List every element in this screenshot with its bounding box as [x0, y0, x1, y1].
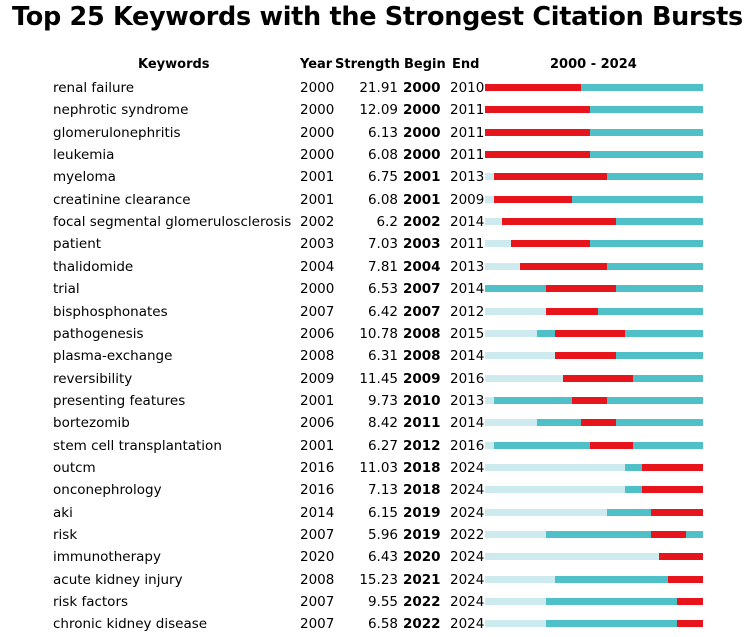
strength-value: 7.13: [367, 482, 398, 499]
begin-value: 2022: [403, 616, 441, 633]
header-year: Year: [300, 57, 333, 72]
keyword-label: nephrotic syndrome: [53, 102, 189, 119]
burst-bar: [485, 84, 581, 91]
burst-bar: [677, 620, 703, 627]
keyword-label: renal failure: [53, 80, 135, 96]
begin-value: 2008: [403, 325, 441, 342]
table-row: [0, 594, 755, 614]
year-value: 2000: [300, 102, 335, 119]
begin-value: 2012: [403, 437, 441, 454]
strength-value: 6.31: [367, 348, 398, 365]
keyword-label: acute kidney injury: [53, 571, 183, 588]
strength-value: 6.43: [367, 549, 398, 566]
table-row: [0, 572, 755, 592]
year-value: 2000: [300, 124, 335, 141]
keyword-label: immunotherapy: [53, 549, 161, 566]
table-row: [0, 304, 755, 324]
header-end: End: [452, 57, 480, 72]
year-value: 2000: [300, 281, 335, 298]
keyword-label: thalidomide: [53, 258, 134, 275]
strength-value: 6.15: [367, 504, 398, 521]
table-row: [0, 460, 755, 480]
begin-value: 2019: [403, 527, 441, 543]
begin-value: 2020: [403, 549, 441, 566]
year-value: 2007: [300, 616, 335, 633]
strength-value: 9.73: [367, 392, 398, 409]
begin-value: 2007: [403, 303, 441, 320]
strength-value: 6.58: [367, 616, 398, 633]
chart-title: Top 25 Keywords with the Strongest Citation Bursts: [12, 2, 743, 32]
end-value: 2014: [450, 281, 485, 298]
year-value: 2000: [300, 147, 335, 164]
end-value: 2024: [450, 549, 485, 566]
end-value: 2024: [450, 504, 485, 521]
table-row: [0, 192, 755, 212]
table-row: [0, 169, 755, 189]
begin-value: 2000: [403, 102, 441, 119]
keyword-label: patient: [53, 236, 102, 253]
burst-bar: [590, 442, 634, 449]
table-row: [0, 214, 755, 234]
year-value: 2001: [300, 392, 335, 409]
timeline-inactive-bar: [485, 263, 520, 270]
begin-value: 2004: [403, 258, 441, 275]
year-value: 2006: [300, 325, 335, 342]
burst-bar: [651, 531, 686, 538]
begin-value: 2000: [403, 124, 441, 141]
year-value: 2001: [300, 437, 335, 454]
end-value: 2024: [450, 594, 485, 611]
timeline-inactive-bar: [485, 397, 494, 404]
begin-value: 2010: [403, 392, 441, 409]
table-row: [0, 236, 755, 256]
header-keywords: Keywords: [138, 57, 210, 72]
burst-bar: [502, 218, 615, 225]
end-value: 2024: [450, 616, 485, 633]
table-row: [0, 549, 755, 569]
end-value: 2022: [450, 527, 485, 543]
year-value: 2003: [300, 236, 335, 253]
strength-value: 6.27: [367, 437, 398, 454]
table-row: [0, 616, 755, 636]
keyword-label: outcm: [53, 459, 96, 476]
end-value: 2024: [450, 459, 485, 476]
strength-value: 6.08: [367, 191, 398, 208]
year-value: 2002: [300, 214, 335, 231]
timeline-active-bar: [537, 419, 703, 426]
year-value: 2016: [300, 482, 335, 499]
table-row: [0, 326, 755, 346]
end-value: 2013: [450, 258, 485, 275]
begin-value: 2021: [403, 571, 441, 588]
burst-bar: [563, 375, 633, 382]
timeline-inactive-bar: [485, 553, 659, 560]
keyword-label: onconephrology: [53, 482, 162, 499]
keyword-label: chronic kidney disease: [53, 616, 208, 633]
year-value: 2014: [300, 504, 335, 521]
keyword-label: creatinine clearance: [53, 191, 191, 208]
begin-value: 2007: [403, 281, 441, 298]
end-value: 2010: [450, 80, 485, 96]
year-value: 2009: [300, 370, 335, 387]
keyword-label: risk: [53, 527, 78, 543]
timeline-inactive-bar: [485, 509, 607, 516]
timeline-inactive-bar: [485, 464, 625, 471]
table-row: [0, 102, 755, 122]
end-value: 2014: [450, 214, 485, 231]
year-value: 2001: [300, 169, 335, 186]
burst-bar: [572, 397, 607, 404]
burst-bar: [555, 330, 625, 337]
year-value: 2008: [300, 571, 335, 588]
begin-value: 2009: [403, 370, 441, 387]
strength-value: 21.91: [359, 80, 398, 96]
year-value: 2020: [300, 549, 335, 566]
timeline-inactive-bar: [485, 375, 563, 382]
end-value: 2013: [450, 169, 485, 186]
keyword-label: bortezomib: [53, 415, 130, 432]
table-row: [0, 393, 755, 413]
strength-value: 10.78: [359, 325, 398, 342]
strength-value: 6.42: [367, 303, 398, 320]
keyword-label: aki: [53, 504, 73, 521]
burst-bar: [651, 509, 703, 516]
begin-value: 2011: [403, 415, 441, 432]
begin-value: 2001: [403, 169, 441, 186]
keyword-label: pathogenesis: [53, 325, 144, 342]
keyword-label: presenting features: [53, 392, 186, 409]
keyword-label: stem cell transplantation: [53, 437, 222, 454]
strength-value: 6.08: [367, 147, 398, 164]
strength-value: 9.55: [367, 594, 398, 611]
table-row: [0, 438, 755, 458]
end-value: 2016: [450, 370, 485, 387]
header-begin: Begin: [404, 57, 446, 72]
table-row: [0, 147, 755, 167]
year-value: 2004: [300, 258, 335, 275]
header-strength: Strength: [335, 57, 400, 72]
timeline-inactive-bar: [485, 308, 546, 315]
end-value: 2013: [450, 392, 485, 409]
end-value: 2011: [450, 124, 485, 141]
table-row: [0, 125, 755, 145]
year-value: 2007: [300, 303, 335, 320]
timeline-inactive-bar: [485, 598, 546, 605]
keyword-label: glomerulonephritis: [53, 124, 181, 141]
strength-value: 15.23: [359, 571, 398, 588]
begin-value: 2001: [403, 191, 441, 208]
table-row: [0, 80, 755, 100]
burst-bar: [668, 576, 703, 583]
strength-value: 6.75: [367, 169, 398, 186]
keyword-label: risk factors: [53, 594, 129, 611]
end-value: 2014: [450, 415, 485, 432]
timeline-inactive-bar: [485, 173, 494, 180]
burst-bar: [642, 486, 703, 493]
begin-value: 2018: [403, 482, 441, 499]
year-value: 2006: [300, 415, 335, 432]
end-value: 2012: [450, 303, 485, 320]
burst-bar: [659, 553, 703, 560]
strength-value: 11.45: [359, 370, 398, 387]
strength-value: 11.03: [359, 459, 398, 476]
keyword-label: leukemia: [53, 147, 115, 164]
keyword-label: focal segmental glomerulosclerosis: [53, 214, 292, 231]
end-value: 2011: [450, 236, 485, 253]
year-value: 2000: [300, 80, 335, 96]
strength-value: 5.96: [367, 527, 398, 543]
keyword-label: trial: [53, 281, 80, 298]
timeline-inactive-bar: [485, 419, 537, 426]
strength-value: 8.42: [367, 415, 398, 432]
begin-value: 2002: [403, 214, 441, 231]
timeline-inactive-bar: [485, 330, 537, 337]
table-row: [0, 281, 755, 301]
strength-value: 12.09: [359, 102, 398, 119]
header-range: 2000 - 2024: [550, 57, 637, 72]
keyword-label: myeloma: [53, 169, 116, 186]
begin-value: 2022: [403, 594, 441, 611]
begin-value: 2008: [403, 348, 441, 365]
burst-bar: [494, 173, 607, 180]
end-value: 2011: [450, 102, 485, 119]
end-value: 2014: [450, 348, 485, 365]
strength-value: 6.2: [376, 214, 398, 231]
timeline-inactive-bar: [485, 486, 625, 493]
end-value: 2016: [450, 437, 485, 454]
table-row: [0, 415, 755, 435]
strength-value: 6.53: [367, 281, 398, 298]
end-value: 2011: [450, 147, 485, 164]
keyword-label: plasma-exchange: [53, 348, 173, 365]
end-value: 2015: [450, 325, 485, 342]
timeline-inactive-bar: [485, 218, 502, 225]
end-value: 2024: [450, 482, 485, 499]
burst-bar: [642, 464, 703, 471]
strength-value: 7.81: [367, 258, 398, 275]
begin-value: 2019: [403, 504, 441, 521]
table-row: [0, 527, 755, 547]
begin-value: 2000: [403, 80, 441, 96]
year-value: 2008: [300, 348, 335, 365]
strength-value: 6.13: [367, 124, 398, 141]
timeline-inactive-bar: [485, 531, 546, 538]
burst-bar: [494, 196, 572, 203]
table-row: [0, 259, 755, 279]
timeline-inactive-bar: [485, 196, 494, 203]
timeline-inactive-bar: [485, 576, 555, 583]
burst-bar: [485, 129, 590, 136]
strength-value: 7.03: [367, 236, 398, 253]
burst-bar: [546, 285, 616, 292]
year-value: 2016: [300, 459, 335, 476]
table-row: [0, 482, 755, 502]
end-value: 2024: [450, 571, 485, 588]
end-value: 2009: [450, 191, 485, 208]
begin-value: 2018: [403, 459, 441, 476]
burst-bar: [555, 352, 616, 359]
timeline-inactive-bar: [485, 240, 511, 247]
burst-bar: [581, 419, 616, 426]
burst-bar: [546, 308, 598, 315]
burst-bar: [485, 151, 590, 158]
keyword-label: bisphosphonates: [53, 303, 168, 320]
year-value: 2001: [300, 191, 335, 208]
timeline-inactive-bar: [485, 442, 494, 449]
burst-bar: [485, 106, 590, 113]
table-row: [0, 505, 755, 525]
begin-value: 2000: [403, 147, 441, 164]
table-row: [0, 348, 755, 368]
timeline-inactive-bar: [485, 620, 546, 627]
table-row: [0, 371, 755, 391]
timeline-inactive-bar: [485, 352, 555, 359]
burst-bar: [511, 240, 589, 247]
keyword-label: reversibility: [53, 370, 133, 387]
year-value: 2007: [300, 527, 335, 543]
year-value: 2007: [300, 594, 335, 611]
begin-value: 2003: [403, 236, 441, 253]
burst-bar: [520, 263, 607, 270]
burst-bar: [677, 598, 703, 605]
